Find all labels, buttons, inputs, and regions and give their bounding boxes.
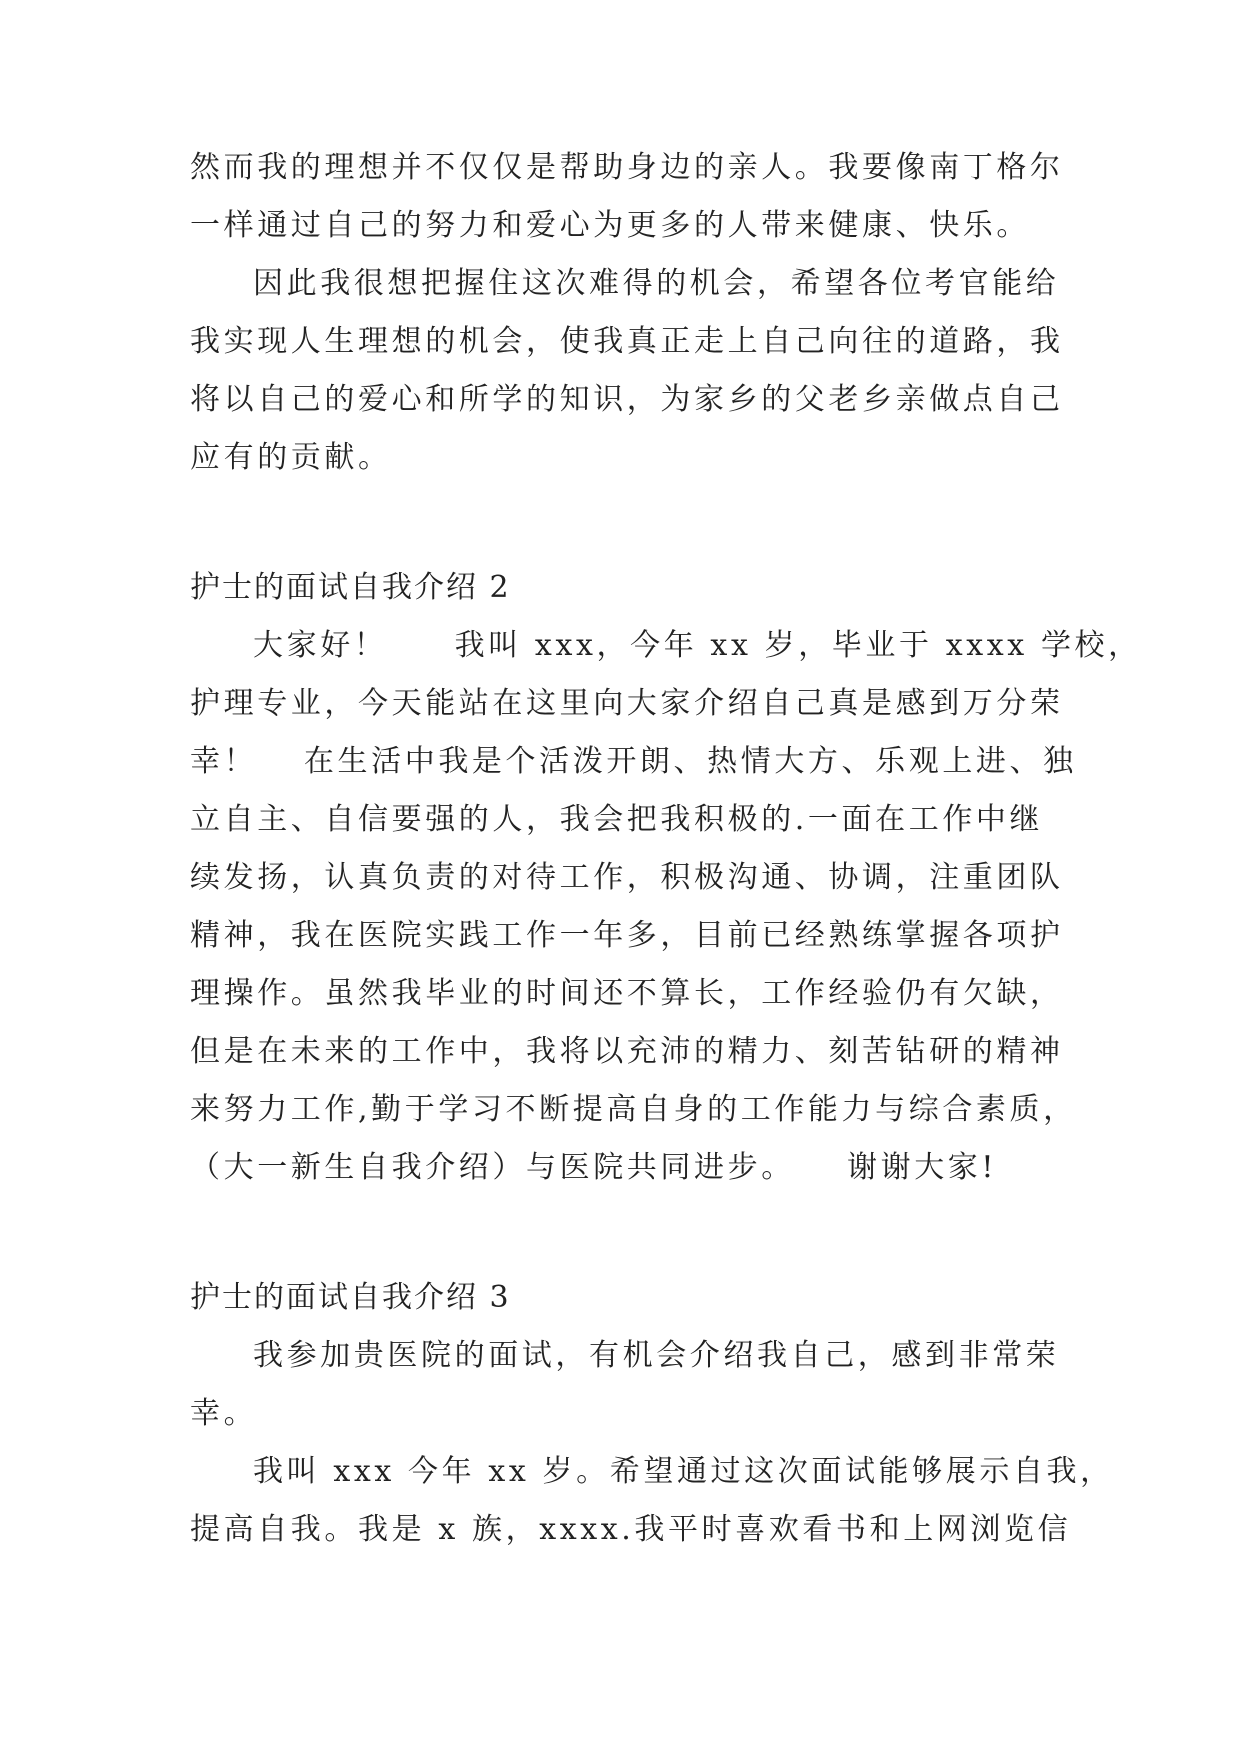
paragraph-2-line-2: 我实现人生理想的机会，使我真正走上自己向往的道路，我: [190, 324, 1064, 359]
paragraph-3-line-6: 精神，我在医院实践工作一年多，目前已经熟练掌握各项护: [190, 918, 1064, 953]
paragraph-3-line-7: 理操作。虽然我毕业的时间还不算长，工作经验仍有欠缺，: [190, 976, 1064, 1011]
paragraph-4-line-1: 我参加贵医院的面试，有机会介绍我自己，感到非常荣: [253, 1338, 1060, 1373]
paragraph-3-line-2: 护理专业，今天能站在这里向大家介绍自己真是感到万分荣: [190, 686, 1064, 721]
paragraph-2-line-4: 应有的贡献。: [190, 440, 392, 475]
paragraph-3-line-3: 幸！ 在生活中我是个活泼开朗、热情大方、乐观上进、独: [190, 744, 1077, 779]
paragraph-3-line-8: 但是在未来的工作中，我将以充沛的精力、刻苦钻研的精神: [190, 1034, 1064, 1069]
paragraph-3-line-9: 来努力工作,勤于学习不断提高自身的工作能力与综合素质，: [190, 1092, 1077, 1127]
paragraph-3-line-5: 续发扬，认真负责的对待工作，积极沟通、协调，注重团队: [190, 860, 1064, 895]
paragraph-2-line-1: 因此我很想把握住这次难得的机会，希望各位考官能给: [253, 266, 1060, 301]
paragraph-1-line-1: 然而我的理想并不仅仅是帮助身边的亲人。我要像南丁格尔: [190, 150, 1064, 185]
paragraph-3-line-4: 立自主、自信要强的人，我会把我积极的.一面在工作中继: [190, 802, 1044, 837]
paragraph-2-line-3: 将以自己的爱心和所学的知识，为家乡的父老乡亲做点自己: [190, 382, 1064, 417]
section-heading-3: 护士的面试自我介绍 3: [190, 1280, 511, 1315]
paragraph-3-line-1: 大家好！ 我叫 xxx，今年 xx 岁，毕业于 xxxx 学校，: [253, 628, 1142, 663]
paragraph-4-line-2: 幸。: [190, 1396, 258, 1431]
section-heading-2: 护士的面试自我介绍 2: [190, 570, 511, 605]
paragraph-5-line-1: 我叫 xxx 今年 xx 岁。希望通过这次面试能够展示自我，: [253, 1454, 1114, 1489]
paragraph-3-line-10: （大一新生自我介绍）与医院共同进步。 谢谢大家!: [190, 1150, 998, 1185]
paragraph-1-line-2: 一样通过自己的努力和爱心为更多的人带来健康、快乐。: [190, 208, 1030, 243]
paragraph-5-line-2: 提高自我。我是 x 族，xxxx.我平时喜欢看书和上网浏览信: [190, 1512, 1072, 1547]
